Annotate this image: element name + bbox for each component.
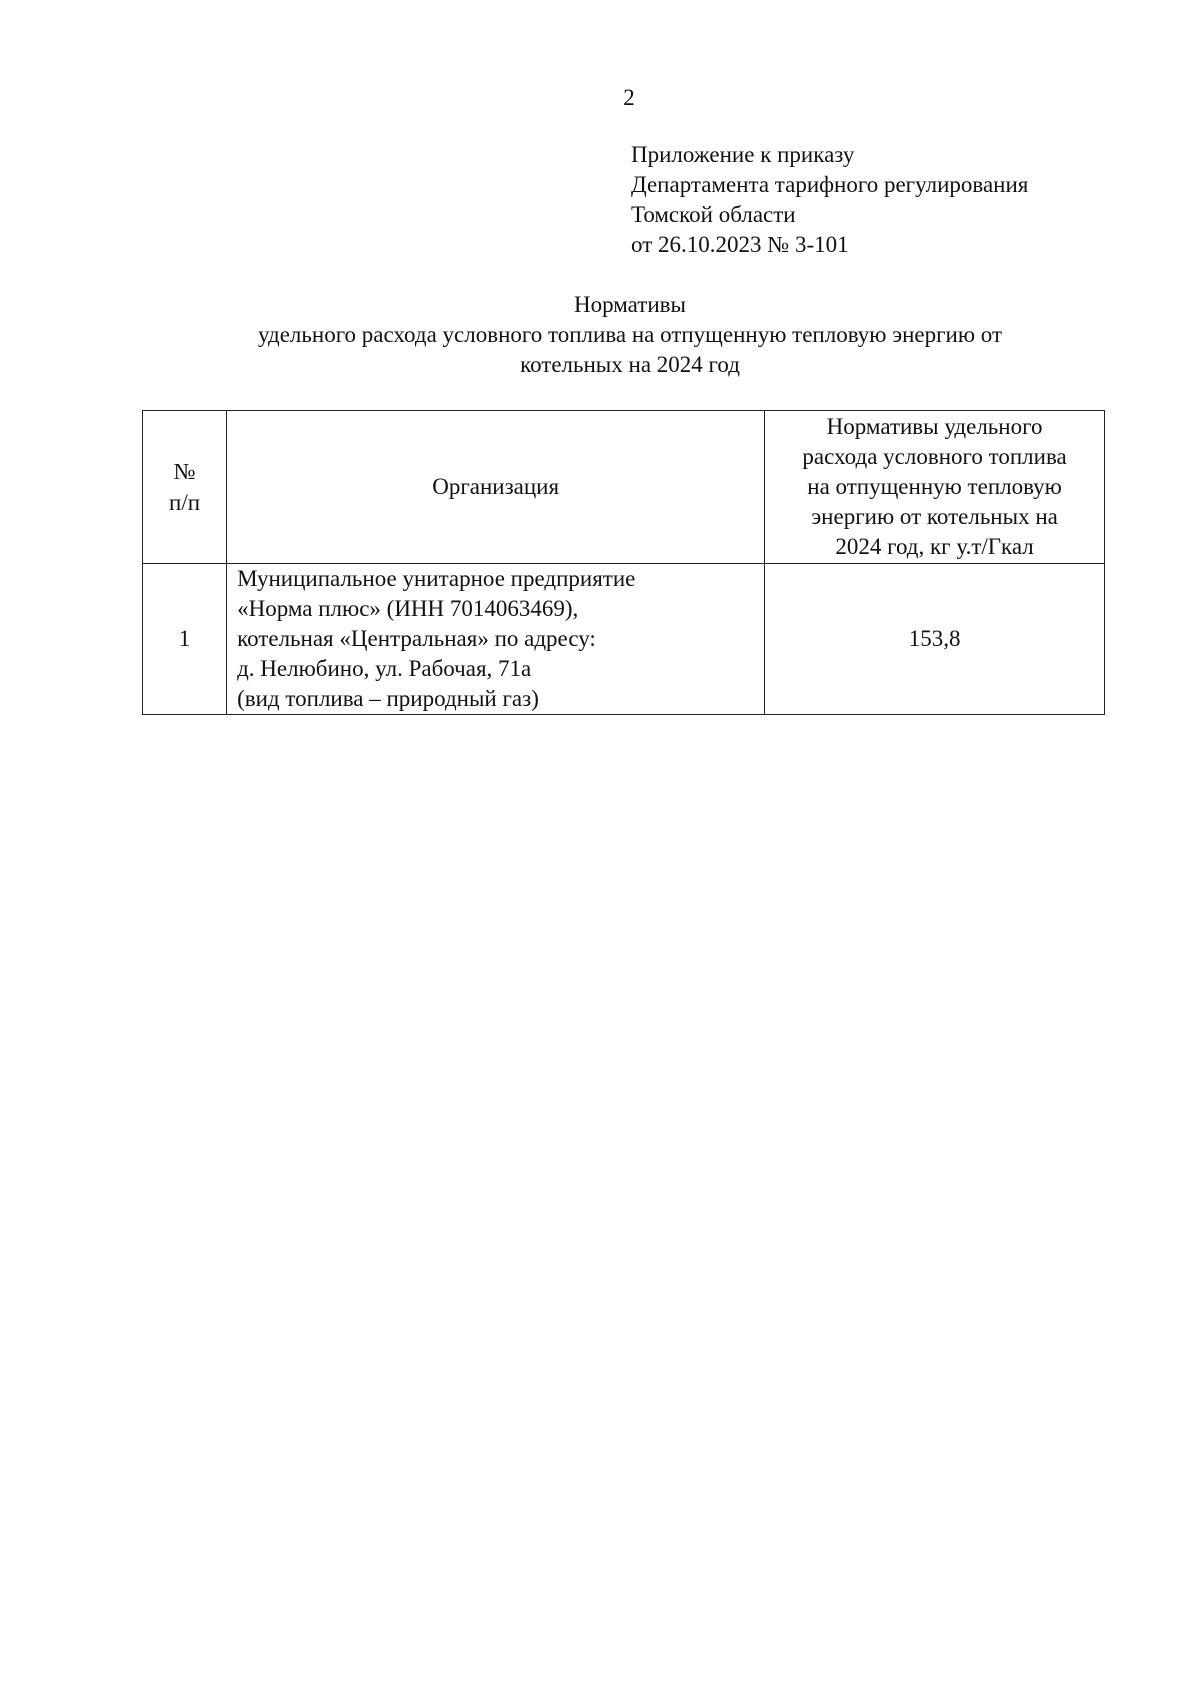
appendix-line: Томской области [631,202,796,227]
header-num-line: п/п [169,490,201,515]
table-header-row [143,411,1105,564]
organization-line: Муниципальное унитарное предприятие [237,566,636,591]
appendix-line: Приложение к приказу [631,142,855,167]
header-norm-line: расхода условного топлива [802,444,1067,469]
cell-num: 1 [143,564,227,715]
header-norm-line: 2024 год, кг у.т/Гкал [835,534,1034,559]
organization-line: д. Нелюбино, ул. Рабочая, 71а [237,656,532,681]
title-line: Нормативы [574,292,686,317]
header-norm-line: энергию от котельных на [811,504,1058,529]
cell-organization [227,564,765,715]
table-row [143,564,1105,715]
organization-line: котельная «Центральная» по адресу: [237,626,596,651]
document-title [140,290,1120,380]
header-organization: Организация [227,411,765,564]
appendix-line: Департамента тарифного регулирования [631,172,1029,197]
header-norm [765,411,1105,564]
header-norm-line: Нормативы удельного [826,414,1043,439]
norms-table [142,410,1105,715]
appendix-line: от 26.10.2023 № 3-101 [631,232,849,257]
header-num-line: № [173,459,196,484]
header-norm-line: на отпущенную тепловую [807,474,1062,499]
appendix-header [631,140,1028,260]
title-line: котельных на 2024 год [520,352,740,377]
cell-norm-value: 153,8 [765,564,1105,715]
header-num [143,411,227,564]
page-number: 2 [623,85,635,110]
title-line: удельного расхода условного топлива на отпущенную тепловую энергию от [257,322,1003,347]
organization-line: (вид топлива – природный газ) [237,686,539,711]
organization-line: «Норма плюс» (ИНН 7014063469), [237,596,579,621]
